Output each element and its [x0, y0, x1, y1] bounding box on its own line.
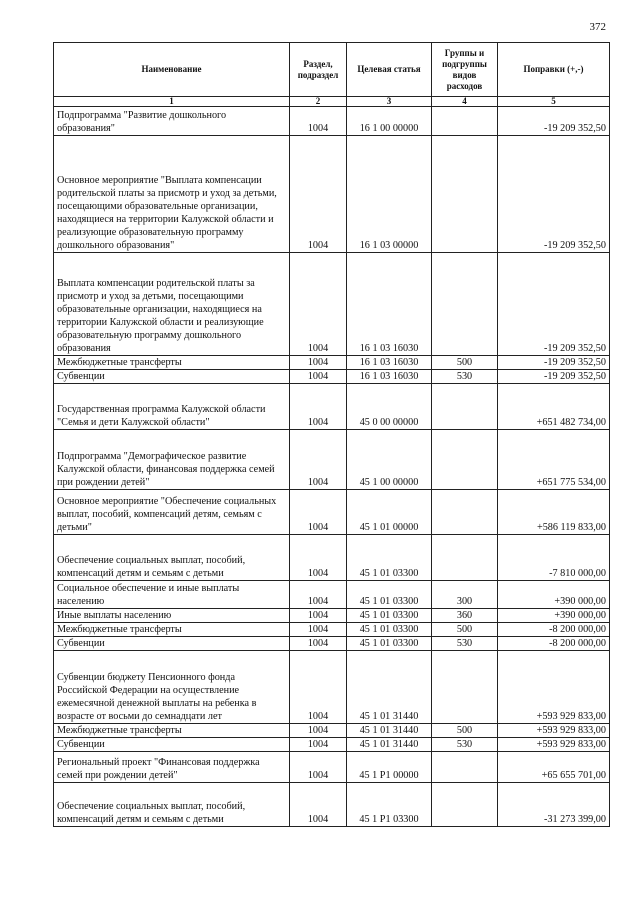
row-group [432, 384, 498, 430]
table-row [54, 738, 610, 752]
header-amendments: Поправки (+,-) [498, 43, 610, 97]
column-number: 5 [498, 97, 610, 107]
column-number: 4 [432, 97, 498, 107]
row-name: Обеспечение социальных выплат, пособий, компенсаций детям и семьям с детьми [54, 535, 290, 581]
table-row [54, 430, 610, 490]
row-group [432, 253, 498, 356]
row-group [432, 651, 498, 724]
column-number: 1 [54, 97, 290, 107]
table-row [54, 490, 610, 535]
row-target: 45 1 01 03300 [347, 609, 432, 623]
row-target: 45 1 01 00000 [347, 490, 432, 535]
row-group [432, 535, 498, 581]
row-group [432, 107, 498, 136]
row-target: 16 1 03 16030 [347, 356, 432, 370]
row-target: 16 1 00 00000 [347, 107, 432, 136]
row-section: 1004 [290, 651, 347, 724]
row-target: 45 0 00 00000 [347, 384, 432, 430]
row-name: Иные выплаты населению [54, 609, 290, 623]
row-group: 500 [432, 623, 498, 637]
table-row [54, 637, 610, 651]
column-number: 3 [347, 97, 432, 107]
row-group [432, 430, 498, 490]
row-target: 45 1 00 00000 [347, 430, 432, 490]
table-row [54, 752, 610, 783]
table-row [54, 356, 610, 370]
row-target: 45 1 P1 00000 [347, 752, 432, 783]
row-group [432, 783, 498, 827]
row-group [432, 752, 498, 783]
row-group: 300 [432, 581, 498, 609]
table-row [54, 724, 610, 738]
row-name: Подпрограмма "Развитие дошкольного образования" [54, 107, 290, 136]
row-name: Государственная программа Калужской области "Семья и дети Калужской области" [54, 384, 290, 430]
table-row [54, 609, 610, 623]
row-section: 1004 [290, 490, 347, 535]
table-row [54, 581, 610, 609]
row-name: Субвенции [54, 637, 290, 651]
row-amount: -8 200 000,00 [498, 637, 610, 651]
row-name: Выплата компенсации родительской платы за присмотр и уход за детьми, посещающими образовательные организации, находящиеся на территории Калужской области и реализующие образовательную программу дошкольного образования [54, 253, 290, 356]
row-amount: -8 200 000,00 [498, 623, 610, 637]
row-amount: +651 482 734,00 [498, 384, 610, 430]
page-number: 372 [589, 21, 606, 33]
column-number: 2 [290, 97, 347, 107]
table-row [54, 535, 610, 581]
row-name: Межбюджетные трансферты [54, 356, 290, 370]
row-amount: +593 929 833,00 [498, 738, 610, 752]
header-expense-groups: Группы и подгруппы видов расходов [432, 43, 498, 97]
row-name: Подпрограмма "Демографическое развитие Калужской области, финансовая поддержка семей при рождении детей" [54, 430, 290, 490]
row-section: 1004 [290, 637, 347, 651]
row-name: Основное мероприятие "Выплата компенсации родительской платы за присмотр и уход за детьми, посещающими образовательные организации, находящиеся на территории Калужской области и реализующие образовательную программу дошкольного образования" [54, 136, 290, 253]
row-amount: +65 655 701,00 [498, 752, 610, 783]
row-group: 360 [432, 609, 498, 623]
row-section: 1004 [290, 253, 347, 356]
row-section: 1004 [290, 136, 347, 253]
row-section: 1004 [290, 581, 347, 609]
row-target: 16 1 03 00000 [347, 136, 432, 253]
column-number-row [54, 97, 610, 107]
row-section: 1004 [290, 356, 347, 370]
row-target: 16 1 03 16030 [347, 253, 432, 356]
row-target: 45 1 01 03300 [347, 637, 432, 651]
row-name: Субвенции бюджету Пенсионного фонда Российской Федерации на осуществление ежемесячной денежной выплаты на ребенка в возрасте от восьми до семнадцати лет [54, 651, 290, 724]
row-group: 500 [432, 724, 498, 738]
row-amount: +593 929 833,00 [498, 651, 610, 724]
row-target: 45 1 01 03300 [347, 623, 432, 637]
row-name: Межбюджетные трансферты [54, 724, 290, 738]
row-amount: -19 209 352,50 [498, 370, 610, 384]
table-row [54, 623, 610, 637]
header-name: Наименование [54, 43, 290, 97]
row-name: Обеспечение социальных выплат, пособий, компенсаций детям и семьям с детьми [54, 783, 290, 827]
row-amount: +593 929 833,00 [498, 724, 610, 738]
row-group: 530 [432, 370, 498, 384]
table-row [54, 370, 610, 384]
row-name: Социальное обеспечение и иные выплаты населению [54, 581, 290, 609]
row-section: 1004 [290, 430, 347, 490]
row-amount: +390 000,00 [498, 581, 610, 609]
budget-amendments-table [53, 42, 610, 827]
row-amount: -19 209 352,50 [498, 356, 610, 370]
row-section: 1004 [290, 107, 347, 136]
row-section: 1004 [290, 535, 347, 581]
row-amount: -7 810 000,00 [498, 535, 610, 581]
row-amount: -19 209 352,50 [498, 136, 610, 253]
row-amount: +651 775 534,00 [498, 430, 610, 490]
row-group [432, 136, 498, 253]
row-target: 45 1 01 31440 [347, 651, 432, 724]
row-section: 1004 [290, 370, 347, 384]
row-target: 45 1 01 03300 [347, 535, 432, 581]
row-section: 1004 [290, 724, 347, 738]
table-row [54, 136, 610, 253]
table-row [54, 253, 610, 356]
row-target: 45 1 01 31440 [347, 738, 432, 752]
table-row [54, 783, 610, 827]
row-section: 1004 [290, 738, 347, 752]
table-row [54, 107, 610, 136]
row-section: 1004 [290, 609, 347, 623]
row-name: Субвенции [54, 738, 290, 752]
row-target: 45 1 01 31440 [347, 724, 432, 738]
row-amount: -31 273 399,00 [498, 783, 610, 827]
header-row [54, 43, 610, 97]
row-name: Региональный проект "Финансовая поддержка семей при рождении детей" [54, 752, 290, 783]
row-section: 1004 [290, 752, 347, 783]
row-amount: +586 119 833,00 [498, 490, 610, 535]
row-name: Субвенции [54, 370, 290, 384]
table-row [54, 384, 610, 430]
row-group: 530 [432, 738, 498, 752]
row-amount: -19 209 352,50 [498, 107, 610, 136]
row-amount: +390 000,00 [498, 609, 610, 623]
row-section: 1004 [290, 783, 347, 827]
row-target: 45 1 P1 03300 [347, 783, 432, 827]
row-section: 1004 [290, 623, 347, 637]
row-group [432, 490, 498, 535]
header-section: Раздел, подраздел [290, 43, 347, 97]
row-section: 1004 [290, 384, 347, 430]
row-group: 530 [432, 637, 498, 651]
header-target-article: Целевая статья [347, 43, 432, 97]
row-group: 500 [432, 356, 498, 370]
row-target: 45 1 01 03300 [347, 581, 432, 609]
table-row [54, 651, 610, 724]
row-target: 16 1 03 16030 [347, 370, 432, 384]
row-name: Основное мероприятие "Обеспечение социальных выплат, пособий, компенсаций детям, семьям с детьми" [54, 490, 290, 535]
row-name: Межбюджетные трансферты [54, 623, 290, 637]
row-amount: -19 209 352,50 [498, 253, 610, 356]
